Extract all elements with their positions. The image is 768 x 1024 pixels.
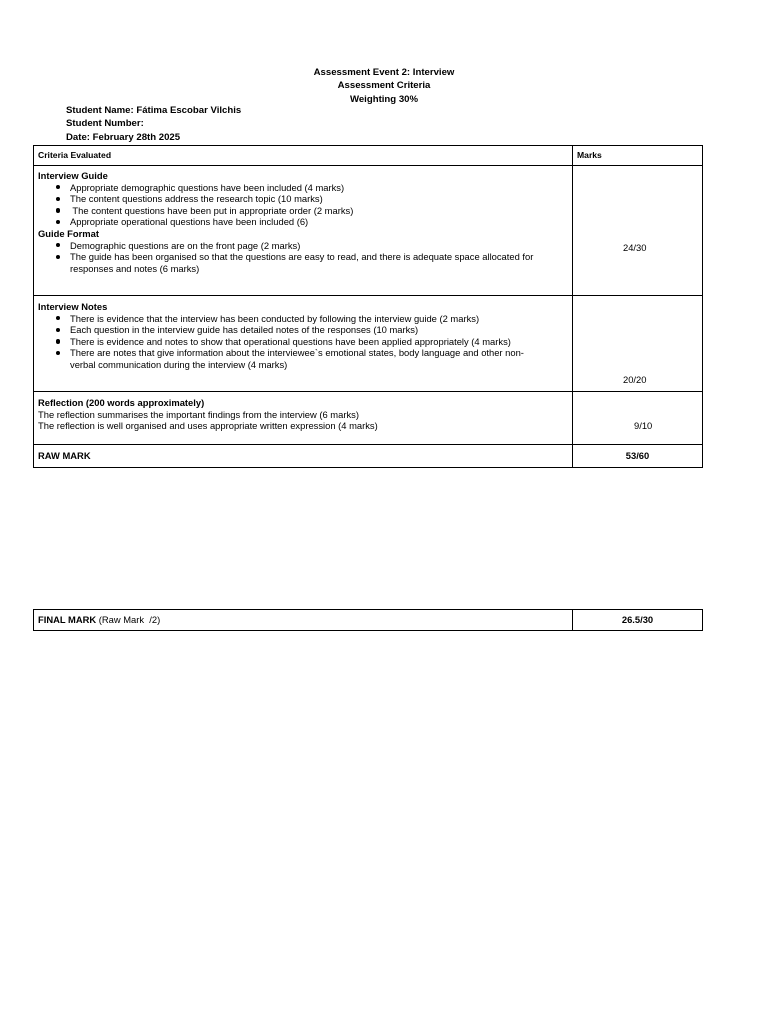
criteria-line: The reflection summarises the important findings from the interview (6 marks) xyxy=(38,408,359,420)
list-item: The guide has been organised so that the questions are easy to read, and there is adequate space allocated for responses and notes (6 marks) xyxy=(70,251,568,274)
marks-cell xyxy=(573,296,703,392)
table-row-interview-notes xyxy=(34,296,703,392)
list-item: Each question in the interview guide has detailed notes of the responses (10 marks) xyxy=(70,324,568,336)
list-item: There is evidence and notes to show that operational questions have been applied appropriately (4 marks) xyxy=(70,336,568,348)
list-item: The content questions have been put in appropriate order (2 marks) xyxy=(70,205,568,217)
table-row-raw-mark xyxy=(34,445,703,468)
final-mark-label-bold: FINAL MARK xyxy=(38,614,97,626)
title-line-3: Weighting 30% xyxy=(349,93,419,105)
student-name: Student Name: Fátima Escobar Vilchis xyxy=(66,105,242,116)
section-title: Reflection (200 words approximately) xyxy=(38,397,205,408)
marks-cell xyxy=(573,166,703,296)
marks-cell xyxy=(573,392,703,445)
list-item: There are notes that give information about the interviewee`s emotional states, body language and other non-verbal communication during the interview (4 marks) xyxy=(70,347,568,370)
list-item: Demographic questions are on the front page (2 marks) xyxy=(70,240,568,252)
section-title: Interview Guide xyxy=(38,170,108,181)
final-mark-value: 26.5/30 xyxy=(573,610,703,631)
criteria-line: The reflection is well organised and uses appropriate written expression (4 marks) xyxy=(38,420,378,432)
criteria-header: Criteria Evaluated xyxy=(34,146,573,166)
table-row-final-mark xyxy=(34,610,703,631)
list-item: Appropriate operational questions have been included (6) xyxy=(70,216,568,228)
list-item: There is evidence that the interview has been conducted by following the interview guide (2 marks) xyxy=(70,313,568,325)
final-mark-label-note: (Raw Mark /2) xyxy=(96,614,161,626)
section-mark: 20/20 xyxy=(623,374,647,385)
title-line-1: Assessment Event 2: Interview xyxy=(313,67,455,78)
section-mark: 24/30 xyxy=(623,242,647,253)
list-item: Appropriate demographic questions have been included (4 marks) xyxy=(70,182,568,194)
table-row-interview-guide xyxy=(34,166,703,296)
table-row-reflection xyxy=(34,392,703,445)
criteria-table xyxy=(33,145,703,468)
criteria-cell xyxy=(34,296,573,392)
section-mark: 9/10 xyxy=(634,420,653,431)
student-number: Student Number: xyxy=(66,118,144,130)
raw-mark-label: RAW MARK xyxy=(34,445,573,468)
criteria-cell xyxy=(34,392,573,445)
marks-header: Marks xyxy=(573,146,703,166)
submission-date: Date: February 28th 2025 xyxy=(66,131,181,143)
criteria-list xyxy=(38,313,568,371)
final-mark-label xyxy=(34,610,573,631)
document-title xyxy=(0,66,768,106)
section-title: Interview Notes xyxy=(38,301,108,312)
list-item: The content questions address the research topic (10 marks) xyxy=(70,193,568,205)
criteria-list xyxy=(38,182,568,228)
table-header-row xyxy=(34,146,703,166)
criteria-list xyxy=(38,240,568,275)
title-line-2: Assessment Criteria xyxy=(337,80,431,92)
final-mark-table xyxy=(33,609,703,631)
student-info xyxy=(66,104,241,144)
section-subtitle: Guide Format xyxy=(38,227,99,239)
raw-mark-value: 53/60 xyxy=(573,445,703,468)
criteria-cell xyxy=(34,166,573,296)
